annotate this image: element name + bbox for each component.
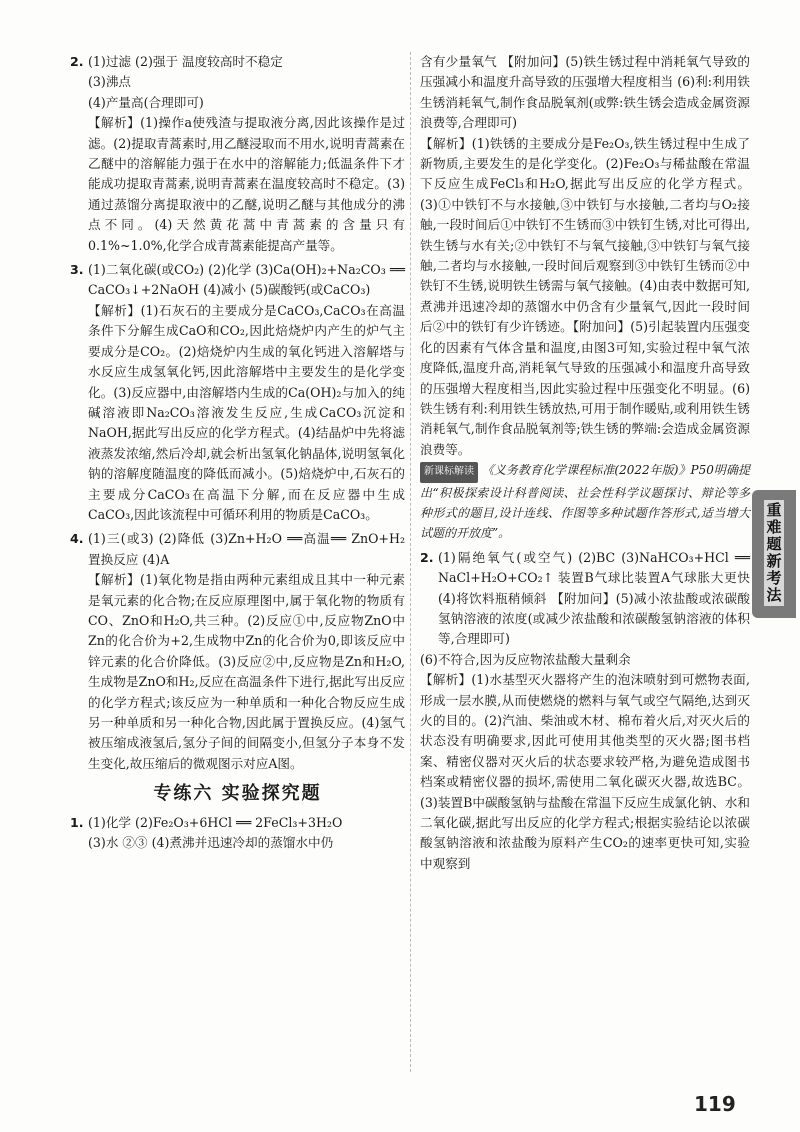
answer-line: (3)水 ②③ (4)煮沸并迅速冷却的蒸馏水中仍 [88, 835, 334, 851]
answer-continuation: 含有少量氧气 【附加问】(5)铁生锈过程中消耗氧气导致的压强减小和温度升高导致的压强增大程度相当 (6)利:利用铁生锈消耗氧气,制作食品脱氧剂(或弊:铁生锈会造成金属资源浪费等,合理即可) [420, 54, 750, 131]
question-number: 2. [420, 549, 434, 565]
analysis-paragraph: 【解析】(1)氧化物是指由两种元素组成且其中一种元素是氧元素的化合物;在反应原理图中,属于氧化物的物质有CO、ZnO和H₂O,共三种。(2)反应①中,反应物ZnO中Zn的化合价为+2,生成物中Zn的化合价为0,即该反应中锌元素的化合价降低。(3)反应②中,反应物是Zn和H₂O,生成物是ZnO和H₂,反应在高温条件下进行,据此写出反应的化学方程式;该反应为一种单质和一种化合物反应生成另一种单质和另一种化合物,因此属于置换反应。(4)氢气被压缩成液氢后,氢分子间的间隔变小,但氢分子本身不发生变化,故压缩后的微观图示对应A图。 [88, 572, 405, 771]
answer-line: (4)产量高(合理即可) [88, 94, 204, 110]
note-badge: 新课标解读 [420, 462, 478, 482]
analysis-paragraph: 【解析】(1)操作a使残渣与提取液分离,因此该操作是过滤。(2)提取青蒿素时,用乙醚浸取而不用水,说明青蒿素在乙醚中的溶解能力强于在水中的溶解能力;低温条件下才能成功提取青蒿素,说明青蒿素在温度较高时不稳定。(3)通过蒸馏分离提取液中的乙醚,说明乙醚与其他成分的沸点不同。(4)天然黄花蒿中青蒿素的含量只有0.1%~1.0%,化学合成青蒿素能提高产量等。 [88, 115, 405, 253]
answer-2 [70, 52, 405, 72]
question-number: 4. [70, 531, 84, 547]
answer-s1 [70, 813, 405, 833]
side-tab [752, 490, 796, 618]
side-tab-label: 重难题新考法 [764, 500, 784, 606]
question-number: 2. [70, 54, 84, 69]
question-number: 1. [70, 814, 84, 830]
answer-line: (1)过滤 (2)强于 温度较高时不稳定 [88, 54, 283, 69]
left-column [70, 52, 405, 853]
analysis-paragraph: 【解析】(1)水基型灭火器将产生的泡沫喷射到可燃物表面,形成一层水膜,从而使燃烧的燃料与氧气或空气隔绝,达到灭火的目的。(2)汽油、柴油或木材、棉布着火后,对灭火后的状态没有明确要求,因此可使用其他类型的灭火器;图书档案、精密仪器对灭火后的状态要求较严格,为避免造成图书档案或精密仪器的损坏,需使用二氧化碳灭火器,故选BC。(3)装置B中碳酸氢钠与盐酸在常温下反应生成氯化钠、水和二氧化碳,据此写出反应的化学方程式;根据实验结论以浓碳酸氢钠溶液和浓盐酸为原料产生CO₂的速率更快可知,实验中观察到 [420, 672, 750, 871]
note-text: 《义务教育化学课程标准(2022年版)》P50明确提出“积极探索设计科普阅读、社会性科学议题探讨、辩论等多种形式的题目,设计连线、作图等多种试题作答形式,适当增大试题的开放度”。 [420, 463, 750, 541]
answer-line: (1)隔绝氧气(或空气) (2)BC (3)NaHCO₃+HCl ══ NaCl+H₂O+CO₂↑ 装置B气球比装置A气球胀大更快 (4)将饮料瓶稍倾斜 【附加问】(5)减小浓盐酸或浓碳酸氢钠溶液的浓度(或减少浓盐酸和浓碳酸氢钠溶液的体积等,合理即可) [438, 549, 750, 647]
column-divider [410, 52, 411, 1072]
answer-2-right [420, 548, 750, 650]
analysis-paragraph: 【解析】(1)石灰石的主要成分是CaCO₃,CaCO₃在高温条件下分解生成CaO和CO₂,因此焙烧炉内产生的炉气主要成分是CO₂。(2)焙烧炉内生成的氧化钙进入溶解塔与水反应生成氢氧化钙,因此溶解塔中主要发生的是化学变化。(3)反应器中,由溶解塔内生成的Ca(OH)₂与加入的纯碱溶液即Na₂CO₃溶液发生反应,生成CaCO₃沉淀和NaOH,据此写出反应的化学方程式。(4)结晶炉中先将滤液蒸发浓缩,然后冷却,就会析出氢氧化钠晶体,说明氢氧化钠的溶解度随温度的降低而减小。(5)焙烧炉中,石灰石的主要成分CaCO₃在高温下分解,而在反应器中生成CaCO₃,因此该流程中可循环利用的物质是CaCO₃。 [88, 302, 405, 522]
curriculum-note [420, 460, 750, 544]
answer-line: (1)二氧化碳(或CO₂) (2)化学 (3)Ca(OH)₂+Na₂CO₃ ══ CaCO₃↓+2NaOH (4)减小 (5)碳酸钙(或CaCO₃) [88, 262, 405, 298]
answer-line: (1)化学 (2)Fe₂O₃+6HCl ══ 2FeCl₃+3H₂O [88, 814, 343, 830]
page-number: 119 [694, 1092, 736, 1116]
question-number: 3. [70, 262, 84, 278]
answer-line: (6)不符合,因为反应物浓盐酸大量剩余 [420, 651, 631, 667]
answer-3 [70, 260, 405, 301]
answer-line: (3)沸点 [88, 74, 132, 90]
section-title: 专练六 实验探究题 [153, 783, 322, 805]
right-column [420, 52, 750, 874]
answer-line: (1)三(或3) (2)降低 (3)Zn+H₂O ══高温══ ZnO+H₂ 置换反应 (4)A [88, 531, 405, 567]
answer-4 [70, 529, 405, 570]
analysis-paragraph: 【解析】(1)铁锈的主要成分是Fe₂O₃,铁生锈过程中生成了新物质,主要发生的是化学变化。(2)Fe₂O₃与稀盐酸在常温下反应生成FeCl₃和H₂O,据此写出反应的化学方程式。(3)①中铁钉不与水接触,③中铁钉与水接触,二者均与O₂接触,一段时间后①中铁钉不生锈而③中铁钉生锈,对比可得出,铁生锈与水有关;②中铁钉不与氧气接触,③中铁钉与氧气接触,二者均与水接触,一段时间后观察到③中铁钉生锈而②中铁钉不生锈,说明铁生锈需与氧气接触。(4)由表中数据可知,煮沸并迅速冷却的蒸馏水中仍含有少量氧气,因此一段时间后②中的铁钉有少许锈迹。【附加问】(5)引起装置内压强变化的因素有气体含量和温度,由图3可知,实验过程中氧气浓度降低,温度升高,消耗氧气导致的压强减小和温度升高导致的压强增大程度相当,因此实验过程中压强变化不明显。(6)铁生锈有利:利用铁生锈放热,可用于制作暖贴,或利用铁生锈消耗氧气,制作食品脱氧剂等;铁生锈的弊端:会造成金属资源浪费等。 [420, 135, 750, 457]
